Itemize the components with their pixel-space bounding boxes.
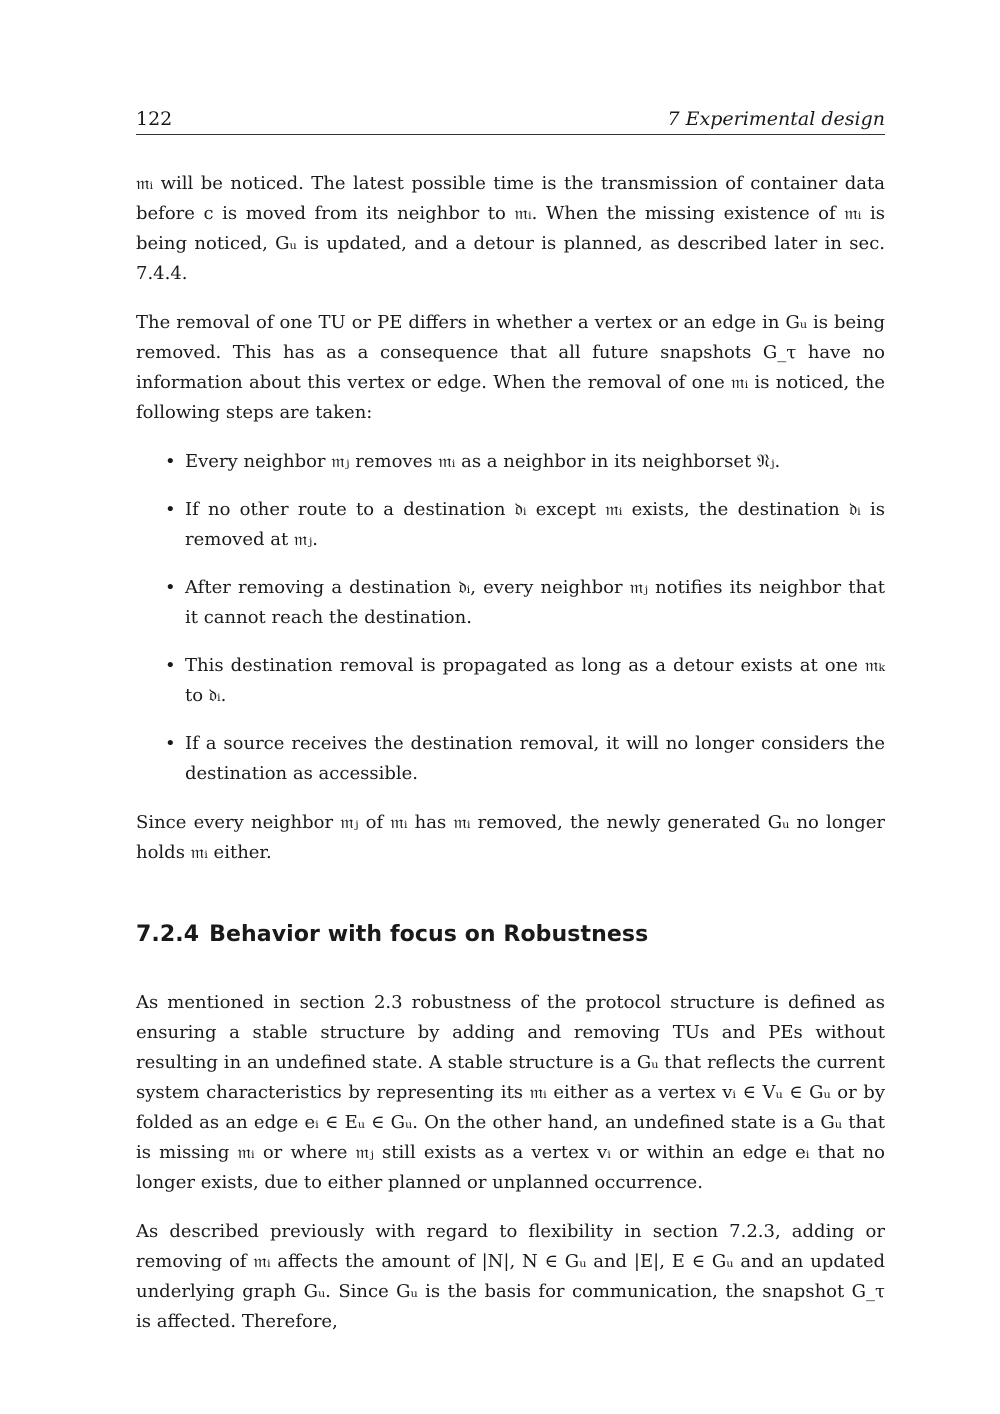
chapter-title: 7 Experimental design: [667, 108, 885, 130]
list-item: • This destination removal is propagated as long as a detour exists at one 𝔪ₖ to 𝔡ᵢ.: [185, 651, 885, 711]
paragraph: 𝔪ᵢ will be noticed. The latest possible time is the transmission of container data before c is moved from its neighbor to 𝔪ᵢ. When the missing existence of 𝔪ᵢ is being noticed, Gᵤ is updated, and a detour is planned, as described later in sec. 7.4.4.: [136, 173, 885, 284]
list-item: • After removing a destination 𝔡ᵢ, every neighbor 𝔪ⱼ notifies its neighbor that it cannot reach the destination.: [185, 573, 885, 633]
section-heading: [136, 920, 885, 950]
section-title: Behavior with focus on Robustness: [209, 922, 649, 947]
page-number: 122: [136, 108, 173, 130]
paragraph: Since every neighbor 𝔪ⱼ of 𝔪ᵢ has 𝔪ᵢ removed, the newly generated Gᵤ no longer holds 𝔪ᵢ either.: [136, 812, 885, 863]
steps-list: [136, 447, 885, 789]
running-header: [136, 106, 885, 135]
list-item: • If a source receives the destination removal, it will no longer considers the destination as accessible.: [185, 729, 885, 789]
paragraph: As described previously with regard to flexibility in section 7.2.3, adding or removing of 𝔪ᵢ affects the amount of |N|, N ∈ Gᵤ and |E|, E ∈ Gᵤ and an updated underlying graph Gᵤ. Since Gᵤ is the basis for communication, the snapshot G_τ is affected. Therefore,: [136, 1221, 885, 1332]
page-body: [136, 169, 885, 1356]
paragraph: As mentioned in section 2.3 robustness of the protocol structure is defined as ensuring a stable structure by adding and removing TUs and PEs without resulting in an undefined state. A stable structure is a Gᵤ that reflects the current system characteristics by representing its 𝔪ᵢ either as a vertex vᵢ ∈ Vᵤ ∈ Gᵤ or by folded as an edge eᵢ ∈ Eᵤ ∈ Gᵤ. On the other hand, an undefined state is a Gᵤ that is missing 𝔪ᵢ or where 𝔪ⱼ still exists as a vertex vᵢ or within an edge eᵢ that no longer exists, due to either planned or unplanned occurrence.: [136, 992, 885, 1193]
list-item: • Every neighbor 𝔪ⱼ removes 𝔪ᵢ as a neighbor in its neighborset 𝔑ⱼ.: [185, 447, 885, 477]
section-number: 7.2.4: [136, 922, 200, 947]
paragraph: The removal of one TU or PE differs in whether a vertex or an edge in Gᵤ is being removed. This has as a consequence that all future snapshots G_τ have no information about this vertex or edge. When the removal of one 𝔪ᵢ is noticed, the following steps are taken:: [136, 312, 885, 423]
list-item: • If no other route to a destination 𝔡ᵢ except 𝔪ᵢ exists, the destination 𝔡ᵢ is removed at 𝔪ⱼ.: [185, 495, 885, 555]
